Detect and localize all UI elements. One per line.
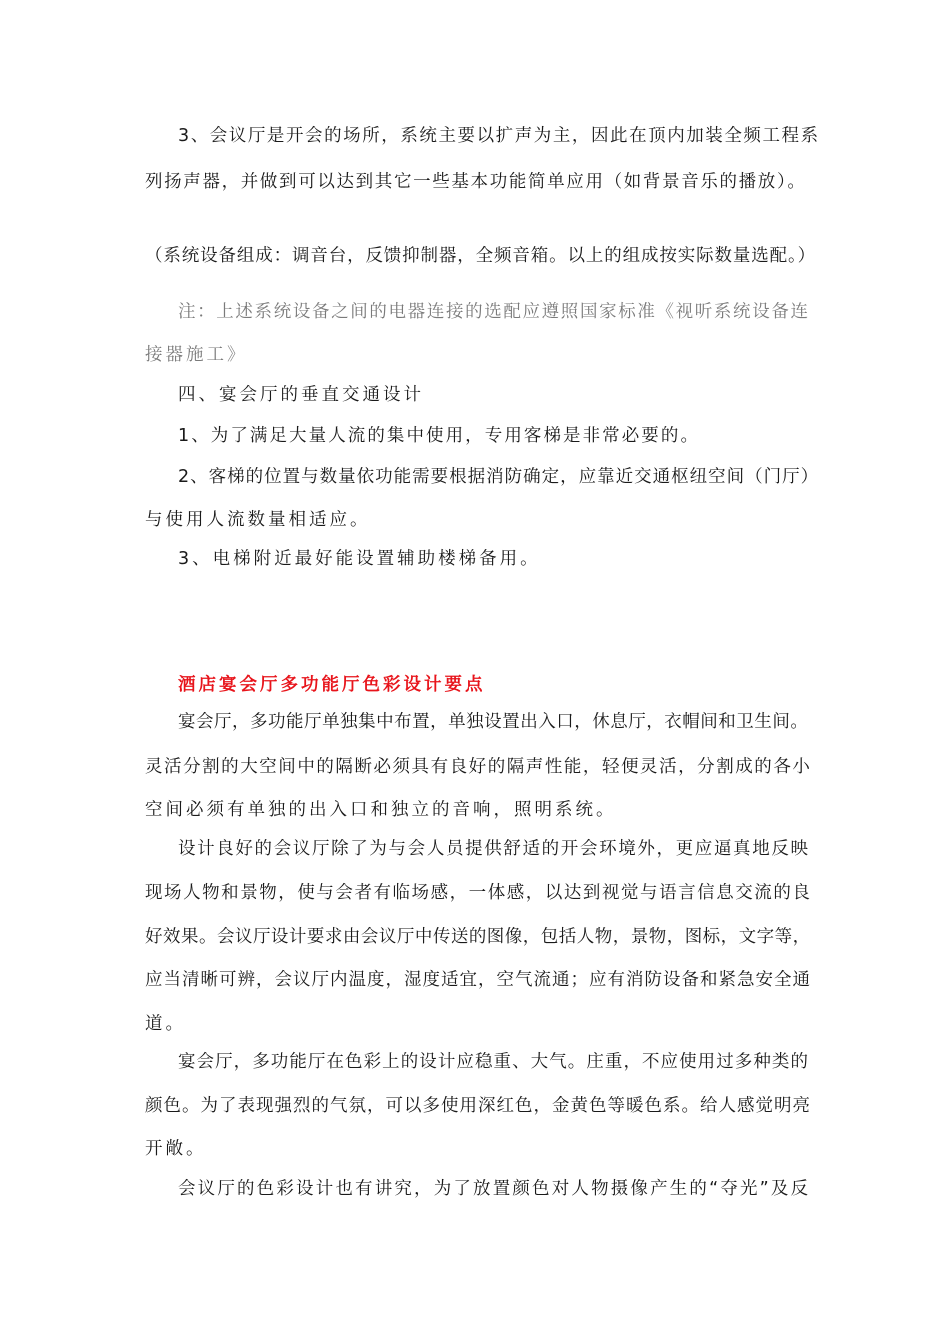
- paragraph-line: 开敞。: [145, 1139, 207, 1159]
- paragraph-line: 现场人物和景物，使与会者有临场感，一体感，以达到视觉与语言信息交流的良: [145, 883, 812, 903]
- list-item: 1、为了满足大量人流的集中使用，专用客梯是非常必要的。: [178, 426, 701, 446]
- paragraph-line: 列扬声器，并做到可以达到其它一些基本功能简单应用（如背景音乐的播放）。: [145, 172, 807, 192]
- paragraph-line: 空间必须有单独的出入口和独立的音响，照明系统。: [145, 800, 617, 820]
- paragraph-line: 道。: [145, 1014, 186, 1034]
- list-item: 2、客梯的位置与数量依功能需要根据消防确定，应靠近交通枢纽空间（门厅）: [178, 467, 820, 487]
- paragraph-line: （系统设备组成：调音台，反馈抑制器，全频音箱。以上的组成按实际数量选配。）: [145, 246, 816, 266]
- note-line: 注：上述系统设备之间的电器连接的选配应遵照国家标准《视听系统设备连: [178, 302, 810, 322]
- section-heading: 四、宴会厅的垂直交通设计: [178, 385, 424, 405]
- paragraph-line: 应当清晰可辨，会议厅内温度，湿度适宜，空气流通；应有消防设备和紧急安全通: [145, 970, 811, 990]
- paragraph-line: 好效果。会议厅设计要求由会议厅中传送的图像，包括人物，景物，图标，文字等，: [145, 927, 811, 947]
- list-item: 与使用人流数量相适应。: [145, 510, 371, 530]
- paragraph-line: 3、会议厅是开会的场所，系统主要以扩声为主，因此在顶内加装全频工程系: [178, 126, 820, 146]
- paragraph-line: 宴会厅，多功能厅单独集中布置，单独设置出入口，休息厅，衣帽间和卫生间。: [178, 712, 809, 732]
- section-title: 酒店宴会厅多功能厅色彩设计要点: [178, 675, 486, 695]
- paragraph-line: 会议厅的色彩设计也有讲究，为了放置颜色对人物摄像产生的“夺光”及反: [178, 1179, 811, 1199]
- paragraph-line: 灵活分割的大空间中的隔断必须具有良好的隔声性能，轻便灵活，分割成的各小: [145, 757, 812, 777]
- paragraph-line: 设计良好的会议厅除了为与会人员提供舒适的开会环境外，更应逼真地反映: [178, 839, 810, 859]
- paragraph-line: 宴会厅，多功能厅在色彩上的设计应稳重、大气。庄重，不应使用过多种类的: [178, 1052, 810, 1072]
- paragraph-line: 颜色。为了表现强烈的气氛，可以多使用深红色，金黄色等暖色系。给人感觉明亮: [145, 1096, 811, 1116]
- note-line: 接器施工》: [145, 345, 248, 365]
- list-item: 3、电梯附近最好能设置辅助楼梯备用。: [178, 549, 541, 569]
